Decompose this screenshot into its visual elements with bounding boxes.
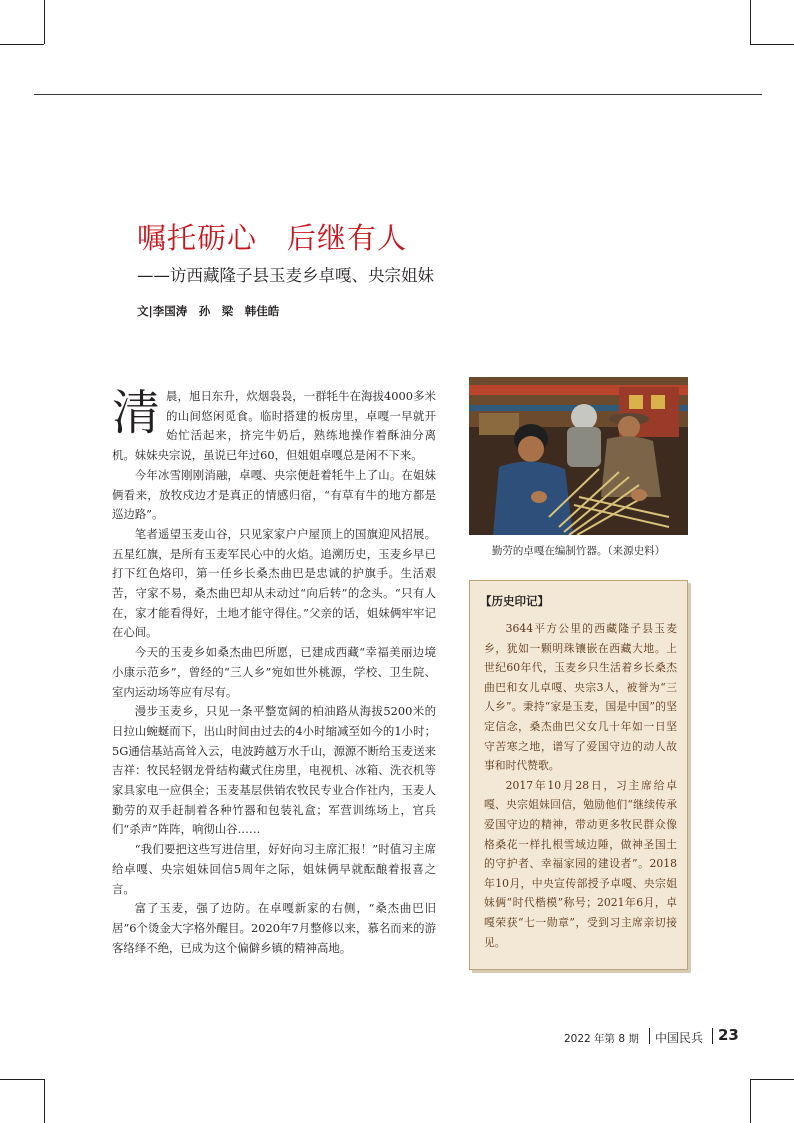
- crop-mark: [0, 44, 44, 45]
- folio-divider: [712, 1028, 713, 1044]
- author-byline: 文|李国涛 孙 梁 韩佳皓: [137, 304, 280, 318]
- magazine-name: 中国民兵: [655, 1031, 704, 1045]
- article-paragraph: 漫步玉麦乡，只见一条平整宽阔的柏油路从海拔5200米的日拉山蜿蜒而下，出山时间由过去的4小时缩减至如今的1小时；5G通信基站高耸入云，电波跨越万水千山，源源不断给玉麦送来吉祥：牧民轻钢龙骨结构藏式住房里，电视机、冰箱、洗衣机等家具家电一应俱全；玉麦基层供销农牧民专业合作社内，玉麦人勤劳的双手赶制着各种竹器和包装礼盒；军营训练场上，官兵们“杀声”阵阵，响彻山谷……: [112, 704, 436, 837]
- article-title: 嘱托砺心 后继有人: [137, 221, 408, 255]
- photo-caption: 勤劳的卓嘎在编制竹器。（来源史料）: [491, 545, 666, 557]
- article-paragraph: 笔者遥望玉麦山谷，只见家家户户屋顶上的国旗迎风招展。五星红旗，是所有玉麦军民心中的火焰。追溯历史，玉麦乡早已打下红色烙印，第一任乡长桑杰曲巴是忠诚的护旗手。生活艰苦，守家不易，桑杰曲巴却从未动过“向后转”的念头。“只有人在，家才能看得好，土地才能守得住。”父亲的话，姐妹俩牢牢记在心间。: [112, 526, 436, 640]
- sidebar-paragraph: 2017年10月28日，习主席给卓嘎、央宗姐妹回信，勉励他们“继续传承爱国守边的精神，带动更多牧民群众像格桑花一样扎根雪域边陲，做神圣国土的守护者、幸福家园的建设者”。2018年10月，中央宣传部授予卓嘎、央宗姐妹俩“时代楷模”称号；2021年6月，卓嘎荣获“七一勋章”，受到习主席亲切接见。: [484, 778, 677, 949]
- crop-mark: [750, 0, 751, 44]
- article-paragraph: 今年冰雪刚刚消融，卓嘎、央宗便赶着牦牛上了山。在姐妹俩看来，放牧戍边才是真正的情感归宿，“有草有牛的地方都是巡边路”。: [112, 467, 436, 522]
- crop-mark: [750, 1079, 794, 1080]
- article-paragraph: 今天的玉麦乡如桑杰曲巴所愿，已建成西藏“幸福美丽边境小康示范乡”，曾经的“三人乡”宛如世外桃源，学校、卫生院、室内运动场等应有尽有。: [112, 645, 436, 699]
- crop-mark: [44, 1079, 45, 1123]
- article-subtitle: ——访西藏隆子县玉麦乡卓嘎、央宗姐妹: [137, 266, 434, 285]
- crop-mark: [750, 1079, 751, 1123]
- article-paragraph: 富了玉麦，强了边防。在卓嘎新家的右侧，“桑杰曲巴旧居”6个烫金大字格外醒目。2020年7月整修以来，慕名而来的游客络绎不绝，已成为这个偏僻乡镇的精神高地。: [112, 901, 436, 955]
- header-rule: [34, 94, 762, 95]
- article-photo: [469, 377, 688, 535]
- weaving-scene-illustration: [469, 377, 688, 535]
- crop-mark: [44, 0, 45, 44]
- crop-mark: [0, 1079, 44, 1080]
- sidebar-body: [484, 619, 677, 952]
- article-paragraph: 清晨，旭日东升，炊烟袅袅，一群牦牛在海拔4000多米的山间悠闲觅食。临时搭建的板房里，卓嘎一早就开始忙活起来，挤完牛奶后，熟练地操作着酥油分离机。妹妹央宗说，虽说已年过60，但姐姐卓嘎总是闲不下来。: [112, 385, 436, 463]
- page-number: 23: [718, 1026, 739, 1044]
- sidebar-paragraph: 3644平方公里的西藏隆子县玉麦乡，犹如一颗明珠镶嵌在西藏大地。上世纪60年代，玉麦乡只生活着乡长桑杰曲巴和女儿卓嘎、央宗3人，被誉为“三人乡”。秉持“家是玉麦，国是中国”的坚定信念，桑杰曲巴父女几十年如一日坚守苦寒之地，谱写了爱国守边的动人故事和时代赞歌。: [484, 622, 677, 773]
- article-paragraph: “我们要把这些写进信里，好好向习主席汇报！”时值习主席给卓嘎、央宗姐妹回信5周年之际，姐妹俩早就酝酿着报喜之言。: [112, 842, 436, 896]
- drop-cap: 清: [112, 385, 161, 441]
- history-sidebar: [469, 580, 688, 970]
- article-body: [112, 387, 436, 958]
- crop-mark: [750, 44, 794, 45]
- sidebar-title: 【历史印记】: [480, 594, 549, 608]
- issue-label: 2022 年第 8 期: [564, 1033, 639, 1045]
- folio-divider: [649, 1028, 650, 1044]
